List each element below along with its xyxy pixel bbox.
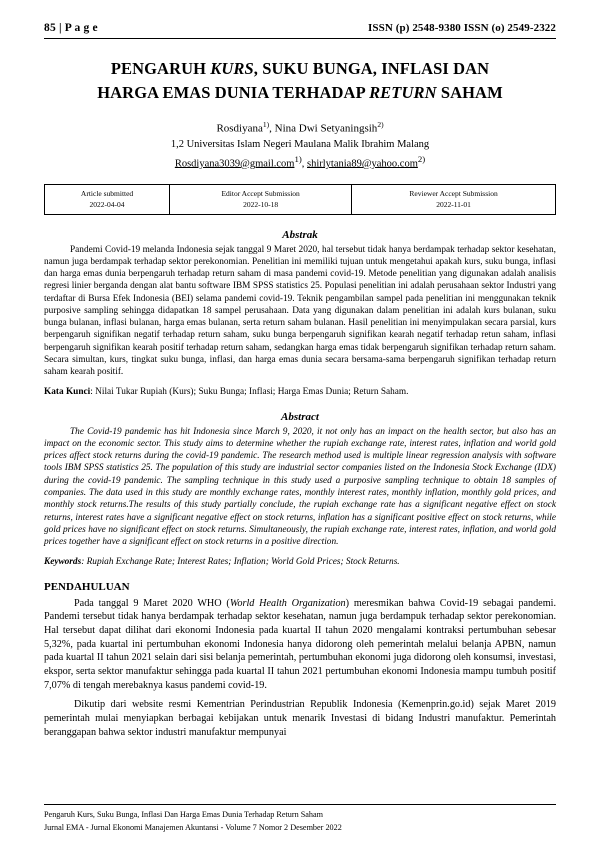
table-row	[45, 185, 556, 215]
email-link-2[interactable]: shirlytania89@yahoo.com	[307, 158, 418, 170]
abstrak-body: Pandemi Covid-19 melanda Indonesia sejak tanggal 9 Maret 2020, hal tersebut tidak hanya berdampak terhadap sektor kesehatan, namun juga berdampak terhadap sektor perekonomian. Penelitian ini memiliki tujuan untuk mengetahui apakah kurs, suku bunga, inflasi dan harga emas dunia berpengaruh terhadap return saham di masa pandemi covid-19. Metode penelitian yang digunakan adalah analisis regresi linier berganda dengan alat bantu software IBM SPSS statistics 25. Populasi penelitian ini adalah perusahaan sektor Industri yang terdaftar di Bursa Efek Indonesia (BEI) selama pandemi covid-19. Teknik pengambilan sampel pada penelitian ini menggunakan teknik purposive sampling sehingga didapatkan 18 sampel perusahaan. Data yang digunakan dalam penelitian ini adalah kurs bulanan, suku bunga bulanan, inflasi bulanan, harga emas bulanan, serta return saham bulanan. Hasil penelitian ini menyimpulakan secara parsial, kurs berpengaruh signifikan negatif terhadap return saham, suku bunga berpengaruh signifikan kearah negatif terhadap retun saham, inflasi berpengaruh signifikan kearah positif terhadap return saham, sedangkan harga emas tidak berpengaruh signifikan terhadap return saham. Secara simultan, kurs, tingkat suku bunga, inflasi, dan harga emas dunia secara bersama-sama berpengaruh signifikan terhadap return saham kearah positif.	[44, 244, 556, 378]
author-list	[44, 119, 556, 137]
abstract-body: The Covid-19 pandemic has hit Indonesia since March 9, 2020, it not only has an impact on the health sector, but also has an impact on the economic sector. This study aims to determine whether the rupiah exchange rate, interest rates, inflation and world gold prices affect stock returns during the covid-19 pandemic. The research method used is multiple linear regression analysis with software tools IBM SPSS statistics 25. The population of this study are industrial sector companies listed on the Indonesia Stock Exchange (IDX) during the covid-19 pandemic. The sampling technique in this study used a purposive sampling technique to obtain 18 samples of companies. The data used in this study are monthly exchange rates, monthly interest rates, monthly inflation, monthly gold prices, and monthly stock returns.The results of this study partially conclude, the rupiah exchange rate has a significant negative effect on stock returns, interest rates have a significant negative effect on stock returns, inflation has a significant positive effect on stock returns, while gold prices have no significant effect on stock returns. Simultaneously, the rupiah exchange rate, interest rates, inflation, and world gold prices together have a significant effect on stock returns in a positive direction.	[44, 426, 556, 548]
table-cell-article-submitted	[45, 185, 170, 215]
cell-label: Reviewer Accept Submission	[409, 189, 498, 198]
issn-text: ISSN (p) 2548-9380 ISSN (o) 2549-2322	[368, 22, 556, 34]
cell-label: Editor Accept Submission	[221, 189, 300, 198]
author-one: Rosdiyana	[216, 122, 263, 135]
table-cell-reviewer-accept	[352, 185, 556, 215]
para1-part1: Pada tanggal 9 Maret 2020 WHO (	[74, 597, 230, 609]
running-head	[44, 22, 556, 34]
page-word: | P a g e	[58, 22, 98, 34]
submission-dates-table	[44, 184, 556, 215]
email-1-sup: 1)	[294, 153, 302, 164]
footer-line-1: Pengaruh Kurs, Suku Bunga, Inflasi Dan Harga Emas Dunia Terhadap Return Saham	[44, 810, 324, 820]
page-footer	[44, 804, 556, 834]
title-line1-part2: , SUKU BUNGA, INFLASI DAN	[253, 59, 490, 78]
abstract-keywords-label: Keywords	[44, 557, 82, 568]
table-cell-editor-accept	[170, 185, 352, 215]
email-link-1[interactable]: Rosdiyana3039@gmail.com	[174, 158, 295, 170]
header-divider	[44, 38, 556, 39]
page-title	[50, 57, 550, 105]
title-line1-part1: PENGARUH	[110, 59, 211, 78]
abstract-heading: Abstract	[281, 410, 319, 423]
cell-label: Article submitted	[80, 189, 134, 198]
footer-line-2: Jurnal EMA - Jurnal Ekonomi Manajemen Akuntansi - Volume 7 Nomor 2 Desember 2022	[44, 822, 342, 832]
affiliation: 1,2 Universitas Islam Negeri Maulana Malik Ibrahim Malang	[170, 139, 430, 150]
cell-value: 2022-10-18	[243, 200, 279, 210]
footer-divider	[44, 804, 556, 805]
author-one-sup: 1)	[262, 119, 270, 129]
title-line2-part1: HARGA EMAS DUNIA TERHADAP	[97, 82, 370, 102]
author-two: , Nina Dwi Setyaningsih	[269, 122, 378, 135]
pendahuluan-paragraph-1	[44, 597, 556, 693]
title-line2-italic: RETURN	[369, 82, 437, 102]
abstrak-keywords	[44, 386, 556, 398]
cell-value: 2022-04-04	[89, 200, 125, 210]
title-line1-italic: KURS	[210, 59, 254, 78]
abstract-keywords-text: : Rupiah Exchange Rate; Interest Rates; Inflation; World Gold Prices; Stock Returns.	[81, 557, 400, 568]
email-2-sup: 2)	[417, 153, 426, 164]
para1-part2: ) meresmikan bahwa Covid-19 sebagai pandemi. Pandemi tersebut tidak hanya berdampak terhadap sektor kesehatan, namun juga berdampuk terhadap sektor perekonomian. Hal tersebut dapat dilihat dari ekonomi Indonesia pada kuartal II tahun 2020 mengalami kontraksi pertumbuhan sebesar 5,32%, pada kuartal ini pertumbuhan ekonomi Indonesia hanya didorong oleh pemerintah melalui belanja APBN, namun pada kuartal II tahun 2021 selain dari sisi belanja pemerintah, pertumbuhan ekonomi juga didorong oleh konsumsi, investasi, ekspor, serta sektor manufaktur sehingga pada kuartal II tahun 2021 pertumbuhan ekonomi Indonesia mampu tumbuh positif 7,07% di tengah merebaknya kasus pandemi covid-19.	[44, 597, 556, 691]
title-line2-part2: SAHAM	[436, 82, 503, 102]
pendahuluan-paragraph-2: Dikutip dari website resmi Kementrian Perindustrian Republik Indonesia (Kemenprin.go.id) sejak Maret 2019 pemerintah mulai menyiapkan berbagai kebijakan untuk menarik Investasi di bidang Industri manufaktur. Pemerintah beranggapan bahwa sektor industri manufaktur mempunyai	[44, 699, 556, 738]
author-two-sup: 2)	[377, 119, 384, 129]
abstrak-heading: Abstrak	[282, 228, 318, 241]
abstrak-keywords-label: Kata Kunci	[44, 387, 91, 398]
author-emails: Rosdiyana3039@gmail.com$^{1)}$, shirlytania89@yahoo.com$^{2)}$	[174, 153, 426, 170]
page-content	[44, 22, 556, 834]
abstrak-keywords-text: : Nilai Tukar Rupiah (Kurs); Suku Bunga; Inflasi; Harga Emas Dunia; Return Saham.	[90, 387, 409, 398]
abstract-keywords	[44, 556, 556, 568]
para1-italic: World Health Organization	[229, 597, 346, 609]
section-heading-pendahuluan: PENDAHULUAN	[44, 580, 130, 593]
cell-value: 2022-11-01	[436, 200, 471, 210]
page-number-block	[44, 22, 98, 34]
page-number: 85	[44, 22, 56, 34]
